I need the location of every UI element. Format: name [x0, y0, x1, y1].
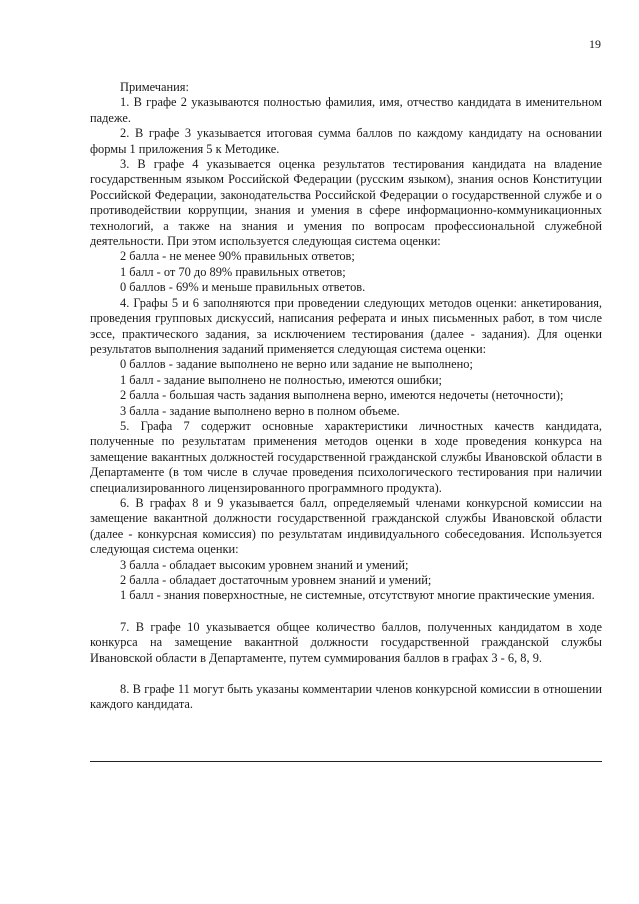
- note-4-scale-item: 2 балла - большая часть задания выполнена верно, имеются недочеты (неточности);: [120, 388, 564, 403]
- note-1: 1. В графе 2 указываются полностью фамилия, имя, отчество кандидата в именительном падеже.: [90, 95, 602, 125]
- note-6-scale-item: 3 балла - обладает высоким уровнем знаний и умений;: [120, 557, 409, 572]
- note-3-scale-item: 2 балла - не менее 90% правильных ответов;: [120, 249, 355, 264]
- note-3: 3. В графе 4 указывается оценка результатов тестирования кандидата на владение государственным языком Российской Федерации (русским языком), знания основ Конституции Российской Федерации, законодательства Российской Федерации о государственной службе и о противодействии коррупции, знания и умения в сфере информационно-коммуникационных технологий, а также на знания и умения по вопросам профессиональной служебной деятельности. При этом используется следующая система оценки:: [90, 157, 602, 249]
- notes-heading: Примечания:: [120, 80, 189, 94]
- spacer: [90, 604, 602, 620]
- note-3-scale-item: 0 баллов - 69% и меньше правильных ответов.: [120, 280, 366, 295]
- note-6-scale-item: 1 балл - знания поверхностные, не системные, отсутствуют многие практические умения.: [120, 588, 595, 603]
- note-7: 7. В графе 10 указывается общее количество баллов, полученных кандидатом в ходе конкурса на замещение вакантной должности государственной гражданской службы Ивановской области в Департаменте, путем суммирования баллов в графах 3 - 6, 8, 9.: [90, 619, 602, 665]
- spacer: [90, 666, 602, 682]
- note-6-scale-item: 2 балла - обладает достаточным уровнем знаний и умений;: [120, 573, 432, 587]
- note-4-scale-item: 3 балла - задание выполнено верно в полном объеме.: [120, 403, 400, 418]
- note-4: 4. Графы 5 и 6 заполняются при проведении следующих методов оценки: анкетирования, проведения групповых дискуссий, написания реферата и иных письменных работ, в том числе эссе, практического задания, за исключением тестирования (далее - задания). Для оценки результатов выполнения заданий применяется следующая система оценки:: [90, 295, 602, 356]
- note-3-scale-item: 1 балл - от 70 до 89% правильных ответов;: [120, 264, 346, 279]
- note-4-scale-item: 1 балл - задание выполнено не полностью, имеются ошибки;: [120, 372, 442, 387]
- note-6: 6. В графах 8 и 9 указывается балл, определяемый членами конкурсной комиссии на замещение вакантной должности государственной гражданской службы Ивановской области (далее - конкурсная комиссия) по результатам индивидуального собеседования. Используется следующая система оценки:: [90, 495, 602, 557]
- page-number: 19: [589, 37, 601, 51]
- notes-section: [90, 80, 602, 713]
- note-8: 8. В графе 11 могут быть указаны комментарии членов конкурсной комиссии в отношении каждого кандидата.: [90, 682, 602, 712]
- note-2: 2. В графе 3 указывается итоговая сумма баллов по каждому кандидату на основании формы 1 приложения 5 к Методике.: [90, 126, 602, 156]
- note-4-scale-item: 0 баллов - задание выполнено не верно или задание не выполнено;: [120, 357, 473, 372]
- footer-divider: [90, 761, 602, 762]
- note-5: 5. Графа 7 содержит основные характеристики личностных качеств кандидата, полученные по результатам применения методов оценки в ходе проведения конкурса на замещение вакантных должностей государственной гражданской службы Ивановской области в Департаменте (в том числе в случае проведения психологического тестирования при наличии специализированного лицензированного программного продукта).: [90, 418, 602, 495]
